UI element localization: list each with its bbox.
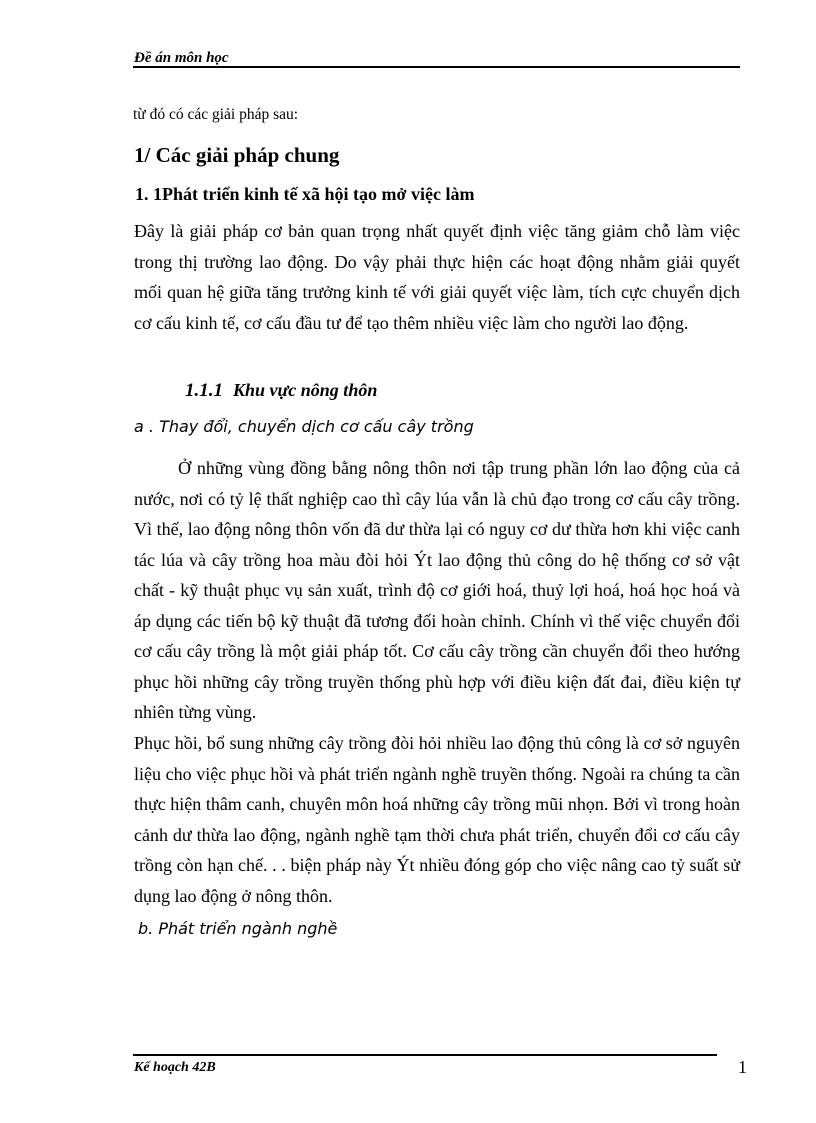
subsubsection-title: Khu vực nông thôn <box>233 380 378 400</box>
item-heading-b: b. Phát triển ngành nghề <box>138 919 338 938</box>
header-divider <box>133 66 740 68</box>
subsubsection-heading <box>185 378 377 403</box>
page-number: 1 <box>738 1057 747 1077</box>
header-title: Đề án môn học <box>134 50 229 66</box>
paragraph-3: Phục hồi, bổ sung những cây trồng đòi hỏi nhiều lao động thủ công là cơ sở nguyên liệu cho việc phục hồi và phát triển ngành nghề truyền thống. Ngoài ra chúng ta cần thực hiện thâm canh, chuyên môn hoá những cây trồng mũi nhọn. Bởi vì trong hoàn cảnh dư thừa lao động, ngành nghề tạm thời chưa phát triển, chuyển đổi cơ cấu cây trồng còn hạn chế. . . biện pháp này Ýt nhiều đóng góp cho việc nâng cao tỷ suất sử dụng lao động ở nông thôn. <box>134 733 740 906</box>
item-heading-a: a . Thay đổi, chuyển dịch cơ cấu cây trồng <box>134 417 474 436</box>
subsubsection-number: 1.1.1 <box>185 380 223 401</box>
intro-text: từ đó có các giải pháp sau: <box>133 106 299 123</box>
subsection-heading: 1. 1Phát triển kinh tế xã hội tạo mở việc làm <box>135 184 475 204</box>
footer-text: Kế hoạch 42B <box>134 1060 216 1075</box>
footer-divider <box>133 1054 717 1056</box>
paragraph-2: Ở những vùng đồng bằng nông thôn nơi tập trung phần lớn lao động của cả nước, nơi có tỷ lệ thất nghiệp cao thì cây lúa vẫn là chủ đạo trong cơ cấu cây trồng. Vì thế, lao động nông thôn vốn đã dư thừa lại có nguy cơ dư thừa hơn khi việc canh tác lúa và cây trồng hoa màu đòi hỏi Ýt lao động thủ công do hệ thống cơ sở vật chất - kỹ thuật phục vụ sản xuất, trình độ cơ giới hoá, thuỷ lợi hoá, hoá học hoá và áp dụng các tiến bộ kỹ thuật đã tương đối hoàn chỉnh. Chính vì thế việc chuyển đổi cơ cấu cây trồng là một giải pháp tốt. Cơ cấu cây trồng cần chuyển đổi theo hướng phục hồi những cây trồng truyền thống phù hợp với điều kiện đất đai, điều kiện tự nhiên từng vùng. <box>134 458 740 722</box>
paragraph-1: Đây là giải pháp cơ bản quan trọng nhất quyết định việc tăng giảm chỗ làm việc trong thị trường lao động. Do vậy phải thực hiện các hoạt động nhằm giải quyết mối quan hệ giữa tăng trưởng kinh tế với giải quyết việc làm, tích cực chuyển dịch cơ cấu kinh tế, cơ cấu đầu tư để tạo thêm nhiều việc làm cho người lao động. <box>134 221 740 333</box>
section-heading: 1/ Các giải pháp chung <box>134 143 340 167</box>
